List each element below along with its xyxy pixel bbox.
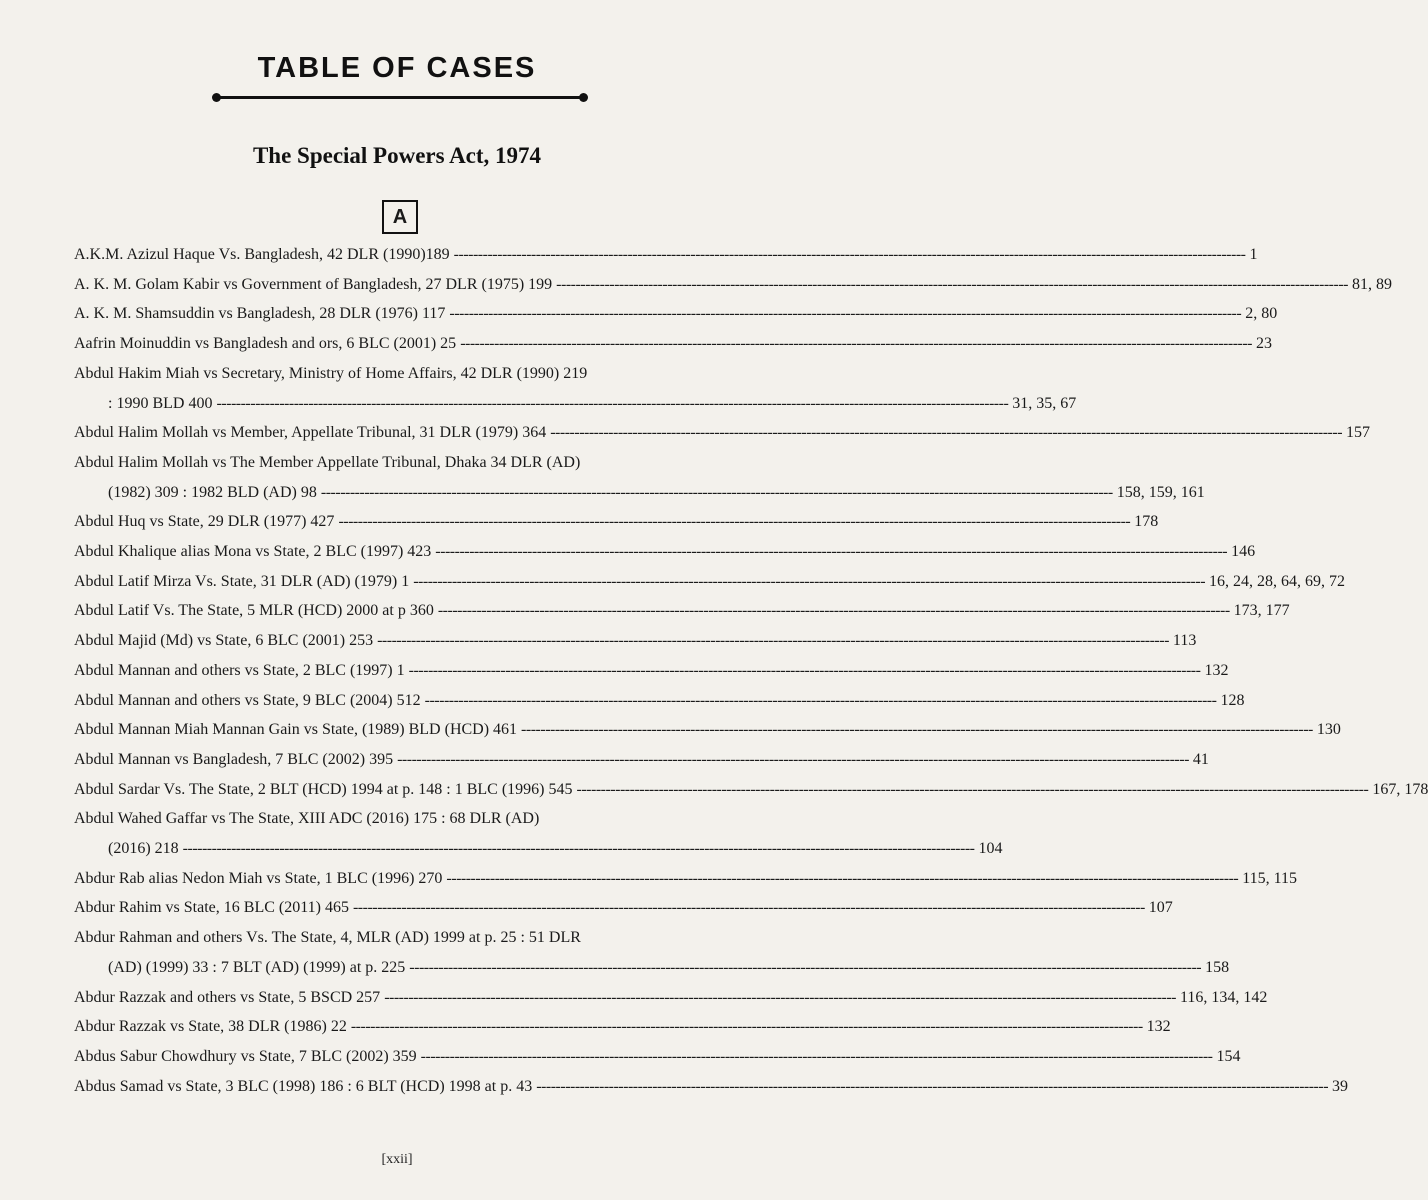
case-citation: Abdus Sabur Chowdhury vs State, 7 BLC (2002) 359 <box>74 1047 417 1065</box>
case-list <box>74 240 1428 1101</box>
case-page-refs: 107 <box>1148 899 1173 917</box>
page-title: TABLE OF CASES <box>257 52 537 84</box>
case-entry-line <box>74 983 1268 1013</box>
case-entry <box>74 626 1197 656</box>
dot-leader: -------------------------------------------------------------------------------------------------------------------------------------------------------------------- <box>397 750 1189 768</box>
case-entry <box>74 567 1346 597</box>
case-entry <box>74 329 1272 359</box>
case-entry-line <box>74 1012 1171 1042</box>
case-citation: (2016) 218 <box>108 840 179 858</box>
case-entry-line <box>74 804 738 834</box>
dot-leader: -------------------------------------------------------------------------------------------------------------------------------------------------------------------- <box>216 394 1009 412</box>
case-entry <box>74 537 1256 567</box>
case-entry-line <box>74 270 1392 300</box>
case-entry-line <box>74 507 1159 537</box>
case-citation: Abdul Latif Mirza Vs. State, 31 DLR (AD) (1979) 1 <box>74 572 410 590</box>
case-entry <box>74 864 1298 894</box>
case-entry-line <box>74 1042 1241 1072</box>
case-citation: Abdul Halim Mollah vs The Member Appellate Tribunal, Dhaka 34 DLR (AD) <box>74 453 581 471</box>
case-page-refs: 104 <box>978 840 1003 858</box>
case-entry-line <box>74 864 1298 894</box>
dot-leader: -------------------------------------------------------------------------------------------------------------------------------------------------------------------- <box>437 602 1230 620</box>
case-entry-line <box>74 1072 1349 1102</box>
case-entry-line <box>74 537 1256 567</box>
case-page-refs: 23 <box>1256 335 1272 353</box>
case-entry-line <box>74 953 1230 983</box>
case-entry-line <box>74 329 1272 359</box>
dot-leader: -------------------------------------------------------------------------------------------------------------------------------------------------------------------- <box>377 632 1169 650</box>
case-entry-line <box>74 448 738 478</box>
case-entry-line <box>74 656 1229 686</box>
case-citation: Abdul Sardar Vs. The State, 2 BLT (HCD) 1994 at p. 148 : 1 BLC (1996) 545 <box>74 780 573 798</box>
case-entry <box>74 240 1258 270</box>
case-entry <box>74 686 1245 716</box>
dot-leader: -------------------------------------------------------------------------------------------------------------------------------------------------------------------- <box>446 869 1239 887</box>
case-citation: Aafrin Moinuddin vs Bangladesh and ors, 6 BLC (2001) 25 <box>74 335 457 353</box>
case-entry <box>74 804 1003 863</box>
case-entry <box>74 270 1392 300</box>
case-citation: Abdul Wahed Gaffar vs The State, XIII ADC (2016) 175 : 68 DLR (AD) <box>74 810 540 828</box>
case-entry <box>74 775 1428 805</box>
case-citation: Abdul Halim Mollah vs Member, Appellate Tribunal, 31 DLR (1979) 364 <box>74 424 547 442</box>
title-underline <box>216 96 584 99</box>
dot-leader: -------------------------------------------------------------------------------------------------------------------------------------------------------------------- <box>320 483 1113 501</box>
dot-leader: -------------------------------------------------------------------------------------------------------------------------------------------------------------------- <box>413 572 1206 590</box>
case-entry <box>74 923 1230 982</box>
case-citation: : 1990 BLD 400 <box>108 394 213 412</box>
dot-leader: -------------------------------------------------------------------------------------------------------------------------------------------------------------------- <box>536 1077 1329 1095</box>
dot-leader: -------------------------------------------------------------------------------------------------------------------------------------------------------------------- <box>352 899 1145 917</box>
dot-leader: -------------------------------------------------------------------------------------------------------------------------------------------------------------------- <box>550 424 1343 442</box>
case-entry <box>74 983 1268 1013</box>
case-page-refs: 115, 115 <box>1242 869 1298 887</box>
case-entry-line <box>74 834 1003 864</box>
case-page-refs: 173, 177 <box>1233 602 1290 620</box>
case-citation: Abdur Razzak vs State, 38 DLR (1986) 22 <box>74 1018 347 1036</box>
case-page-refs: 41 <box>1192 750 1209 768</box>
case-citation: Abdul Latif Vs. The State, 5 MLR (HCD) 2000 at p 360 <box>74 602 434 620</box>
case-citation: Abdul Majid (Md) vs State, 6 BLC (2001) 253 <box>74 632 374 650</box>
case-entry <box>74 299 1278 329</box>
case-entry <box>74 893 1173 923</box>
case-citation: (1982) 309 : 1982 BLD (AD) 98 <box>108 483 317 501</box>
case-entry-line <box>74 240 1258 270</box>
case-page-refs: 81, 89 <box>1351 275 1392 293</box>
dot-leader: -------------------------------------------------------------------------------------------------------------------------------------------------------------------- <box>408 661 1201 679</box>
case-entry-line <box>74 567 1346 597</box>
dot-leader: -------------------------------------------------------------------------------------------------------------------------------------------------------------------- <box>420 1047 1213 1065</box>
case-page-refs: 132 <box>1204 661 1229 679</box>
dot-leader: -------------------------------------------------------------------------------------------------------------------------------------------------------------------- <box>460 335 1252 353</box>
case-page-refs: 157 <box>1346 424 1371 442</box>
case-page-refs: 16, 24, 28, 64, 69, 72 <box>1209 572 1346 590</box>
page-header <box>0 52 794 85</box>
case-citation: Abdul Hakim Miah vs Secretary, Ministry of Home Affairs, 42 DLR (1990) 219 <box>74 364 588 382</box>
dot-leader: -------------------------------------------------------------------------------------------------------------------------------------------------------------------- <box>384 988 1176 1006</box>
case-entry <box>74 418 1371 448</box>
act-title: The Special Powers Act, 1974 <box>252 143 542 168</box>
page-number: [xxii] <box>381 1152 413 1167</box>
case-entry-line <box>74 686 1245 716</box>
case-citation: Abdul Mannan and others vs State, 2 BLC (1997) 1 <box>74 661 405 679</box>
case-entry-line <box>74 893 1173 923</box>
case-citation: (AD) (1999) 33 : 7 BLT (AD) (1999) at p. 225 <box>108 958 406 976</box>
case-entry-line <box>74 389 1077 419</box>
case-citation: A. K. M. Shamsuddin vs Bangladesh, 28 DLR (1976) 117 <box>74 305 446 323</box>
dot-leader: -------------------------------------------------------------------------------------------------------------------------------------------------------------------- <box>453 246 1246 263</box>
case-citation: Abdul Khalique alias Mona vs State, 2 BLC (1997) 423 <box>74 543 432 561</box>
case-citation: Abdur Razzak and others vs State, 5 BSCD 257 <box>74 988 381 1006</box>
dot-leader: -------------------------------------------------------------------------------------------------------------------------------------------------------------------- <box>350 1018 1143 1036</box>
case-page-refs: 158, 159, 161 <box>1116 483 1205 501</box>
case-page-refs: 39 <box>1332 1077 1349 1095</box>
case-entry-line <box>74 359 738 389</box>
case-entry-line <box>74 715 1341 745</box>
case-citation: Abdul Mannan vs Bangladesh, 7 BLC (2002) 395 <box>74 750 394 768</box>
case-page-refs: 146 <box>1231 543 1256 561</box>
case-page-refs: 178 <box>1134 513 1159 531</box>
dot-leader: -------------------------------------------------------------------------------------------------------------------------------------------------------------------- <box>576 780 1369 798</box>
case-page-refs: 1 <box>1249 246 1258 263</box>
section-letter-box: A <box>382 200 418 234</box>
case-entry-line <box>74 745 1209 775</box>
case-entry-line <box>74 775 1428 805</box>
dot-leader: -------------------------------------------------------------------------------------------------------------------------------------------------------------------- <box>435 543 1228 561</box>
dot-leader: -------------------------------------------------------------------------------------------------------------------------------------------------------------------- <box>556 275 1348 293</box>
case-citation: Abdur Rahim vs State, 16 BLC (2011) 465 <box>74 899 349 917</box>
case-entry <box>74 448 1205 507</box>
case-page-refs: 130 <box>1316 721 1341 739</box>
dot-leader: -------------------------------------------------------------------------------------------------------------------------------------------------------------------- <box>409 958 1202 976</box>
case-page-refs: 158 <box>1205 958 1230 976</box>
case-entry <box>74 1042 1241 1072</box>
dot-leader: -------------------------------------------------------------------------------------------------------------------------------------------------------------------- <box>424 691 1217 709</box>
dot-leader: -------------------------------------------------------------------------------------------------------------------------------------------------------------------- <box>449 305 1242 323</box>
case-page-refs: 116, 134, 142 <box>1180 988 1268 1006</box>
case-page-refs: 154 <box>1216 1047 1241 1065</box>
case-citation: A. K. M. Golam Kabir vs Government of Bangladesh, 27 DLR (1975) 199 <box>74 275 553 293</box>
case-citation: Abdur Rab alias Nedon Miah vs State, 1 BLC (1996) 270 <box>74 869 443 887</box>
case-citation: A.K.M. Azizul Haque Vs. Bangladesh, 42 DLR (1990)189 <box>74 246 450 263</box>
case-entry <box>74 359 1077 418</box>
case-entry-line <box>74 418 1371 448</box>
case-page-refs: 167, 178 <box>1372 780 1428 798</box>
dot-leader: -------------------------------------------------------------------------------------------------------------------------------------------------------------------- <box>338 513 1131 531</box>
case-entry <box>74 715 1341 745</box>
case-entry-line <box>74 626 1197 656</box>
case-citation: Abdul Mannan Miah Mannan Gain vs State, (1989) BLD (HCD) 461 <box>74 721 518 739</box>
case-page-refs: 128 <box>1220 691 1245 709</box>
case-citation: Abdur Rahman and others Vs. The State, 4, MLR (AD) 1999 at p. 25 : 51 DLR <box>74 929 581 947</box>
case-entry-line <box>74 596 1290 626</box>
case-entry-line <box>74 478 1205 508</box>
case-entry <box>74 1012 1171 1042</box>
case-entry-line <box>74 299 1278 329</box>
case-citation: Abdus Samad vs State, 3 BLC (1998) 186 : 6 BLT (HCD) 1998 at p. 43 <box>74 1077 533 1095</box>
case-page-refs: 31, 35, 67 <box>1012 394 1077 412</box>
case-entry <box>74 596 1290 626</box>
dot-leader: -------------------------------------------------------------------------------------------------------------------------------------------------------------------- <box>521 721 1313 739</box>
dot-leader: -------------------------------------------------------------------------------------------------------------------------------------------------------------------- <box>182 840 975 858</box>
case-entry <box>74 507 1159 537</box>
case-citation: Abdul Mannan and others vs State, 9 BLC (2004) 512 <box>74 691 421 709</box>
case-page-refs: 2, 80 <box>1245 305 1278 323</box>
case-page-refs: 132 <box>1146 1018 1171 1036</box>
case-entry <box>74 1072 1349 1102</box>
case-entry <box>74 656 1229 686</box>
case-entry <box>74 745 1209 775</box>
case-entry-line <box>74 923 738 953</box>
case-citation: Abdul Huq vs State, 29 DLR (1977) 427 <box>74 513 335 531</box>
case-page-refs: 113 <box>1172 632 1197 650</box>
